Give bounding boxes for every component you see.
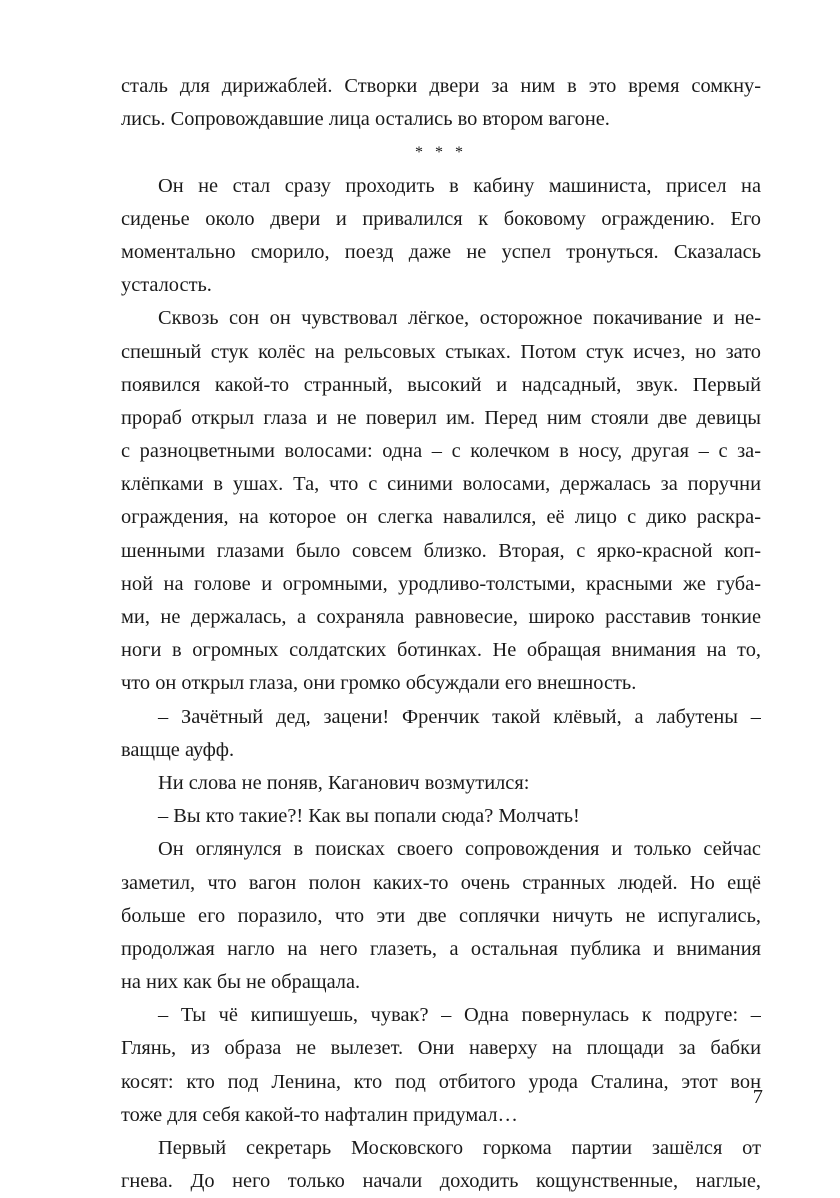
text-line: Он оглянулся в поисках своего сопровождения и только сейчас [158,838,761,861]
text-line: гнева. До него только начали доходить кощунственные, наглые, [121,1170,761,1193]
text-line: Он не стал сразу проходить в кабину машиниста, присел на [158,174,761,197]
text-line: – Ты чё кипишуешь, чувак? – Одна повернулась к подруге: – [158,1004,761,1027]
text-line: ограждения, на которое он слегка навалился, её лицо с дико раскра- [121,506,761,529]
text-line: усталость. [121,274,212,297]
text-line: сталь для дирижаблей. Створки двери за ним в это время сомкну- [121,75,761,97]
text-line: больше его поразило, что эти две соплячки ничуть не испугались, [121,904,761,927]
text-line: Глянь, из образа не вылезет. Они наверху на площади за бабки [121,1037,761,1060]
text-line: ми, не держалась, а сохраняла равновесие, широко расставив тонкие [121,606,761,628]
text-line: тоже для себя какой-то нафталин придумал… [121,1103,518,1126]
section-separator: * * * [415,144,467,162]
text-line: прораб открыл глаза и не поверил им. Перед ним стояли две девицы [121,406,761,429]
text-line: – Зачётный дед, зацени! Френчик такой клёвый, а лабутены – [158,705,761,728]
text-line: продолжая нагло на него глазеть, а остальная публика и внимания [121,937,761,960]
text-line: появился какой-то странный, высокий и надсадный, звук. Первый [121,373,761,396]
text-line: с разноцветными волосами: одна – с колечком в носу, другая – с за- [121,440,761,463]
text-line: Сквозь сон он чувствовал лёгкое, осторожное покачивание и не- [158,307,761,330]
text-line: – Вы кто такие?! Как вы попали сюда? Молчать! [158,805,580,828]
text-line: ной на голове и огромными, уродливо-толстыми, красными же губа- [121,572,761,595]
text-line: что он открыл глаза, они громко обсуждали его внешность. [121,672,637,695]
page-number: 7 [752,1086,763,1108]
text-line: заметил, что вагон полон каких-то очень странных людей. Но ещё [121,871,761,894]
text-line: на них как бы не обращала. [121,971,361,994]
text-line: моментально сморило, поезд даже не успел тронуться. Сказалась [121,240,761,263]
text-line: шенными глазами было совсем близко. Вторая, с ярко-красной коп- [121,539,761,562]
text-line: Первый секретарь Московского горкома партии зашёлся от [158,1137,761,1159]
text-line: Ни слова не поняв, Каганович возмутился: [158,771,530,794]
text-line: косят: кто под Ленина, кто под отбитого урода Сталина, этот вон [121,1070,761,1093]
text-line: спешный стук колёс на рельсовых стыках. Потом стук исчез, но зато [121,340,761,363]
text-line: ващще ауфф. [121,738,235,761]
text-line: ноги в огромных солдатских ботинках. Не обращая внимания на то, [121,639,761,662]
text-line: сиденье около двери и привалился к боковому ограждению. Его [121,207,761,230]
body-text [121,70,761,1198]
text-line: клёпками в ушах. Та, что с синими волосами, держалась за поручни [121,473,761,496]
text-line: лись. Сопровождавшие лица остались во втором вагоне. [121,108,610,131]
